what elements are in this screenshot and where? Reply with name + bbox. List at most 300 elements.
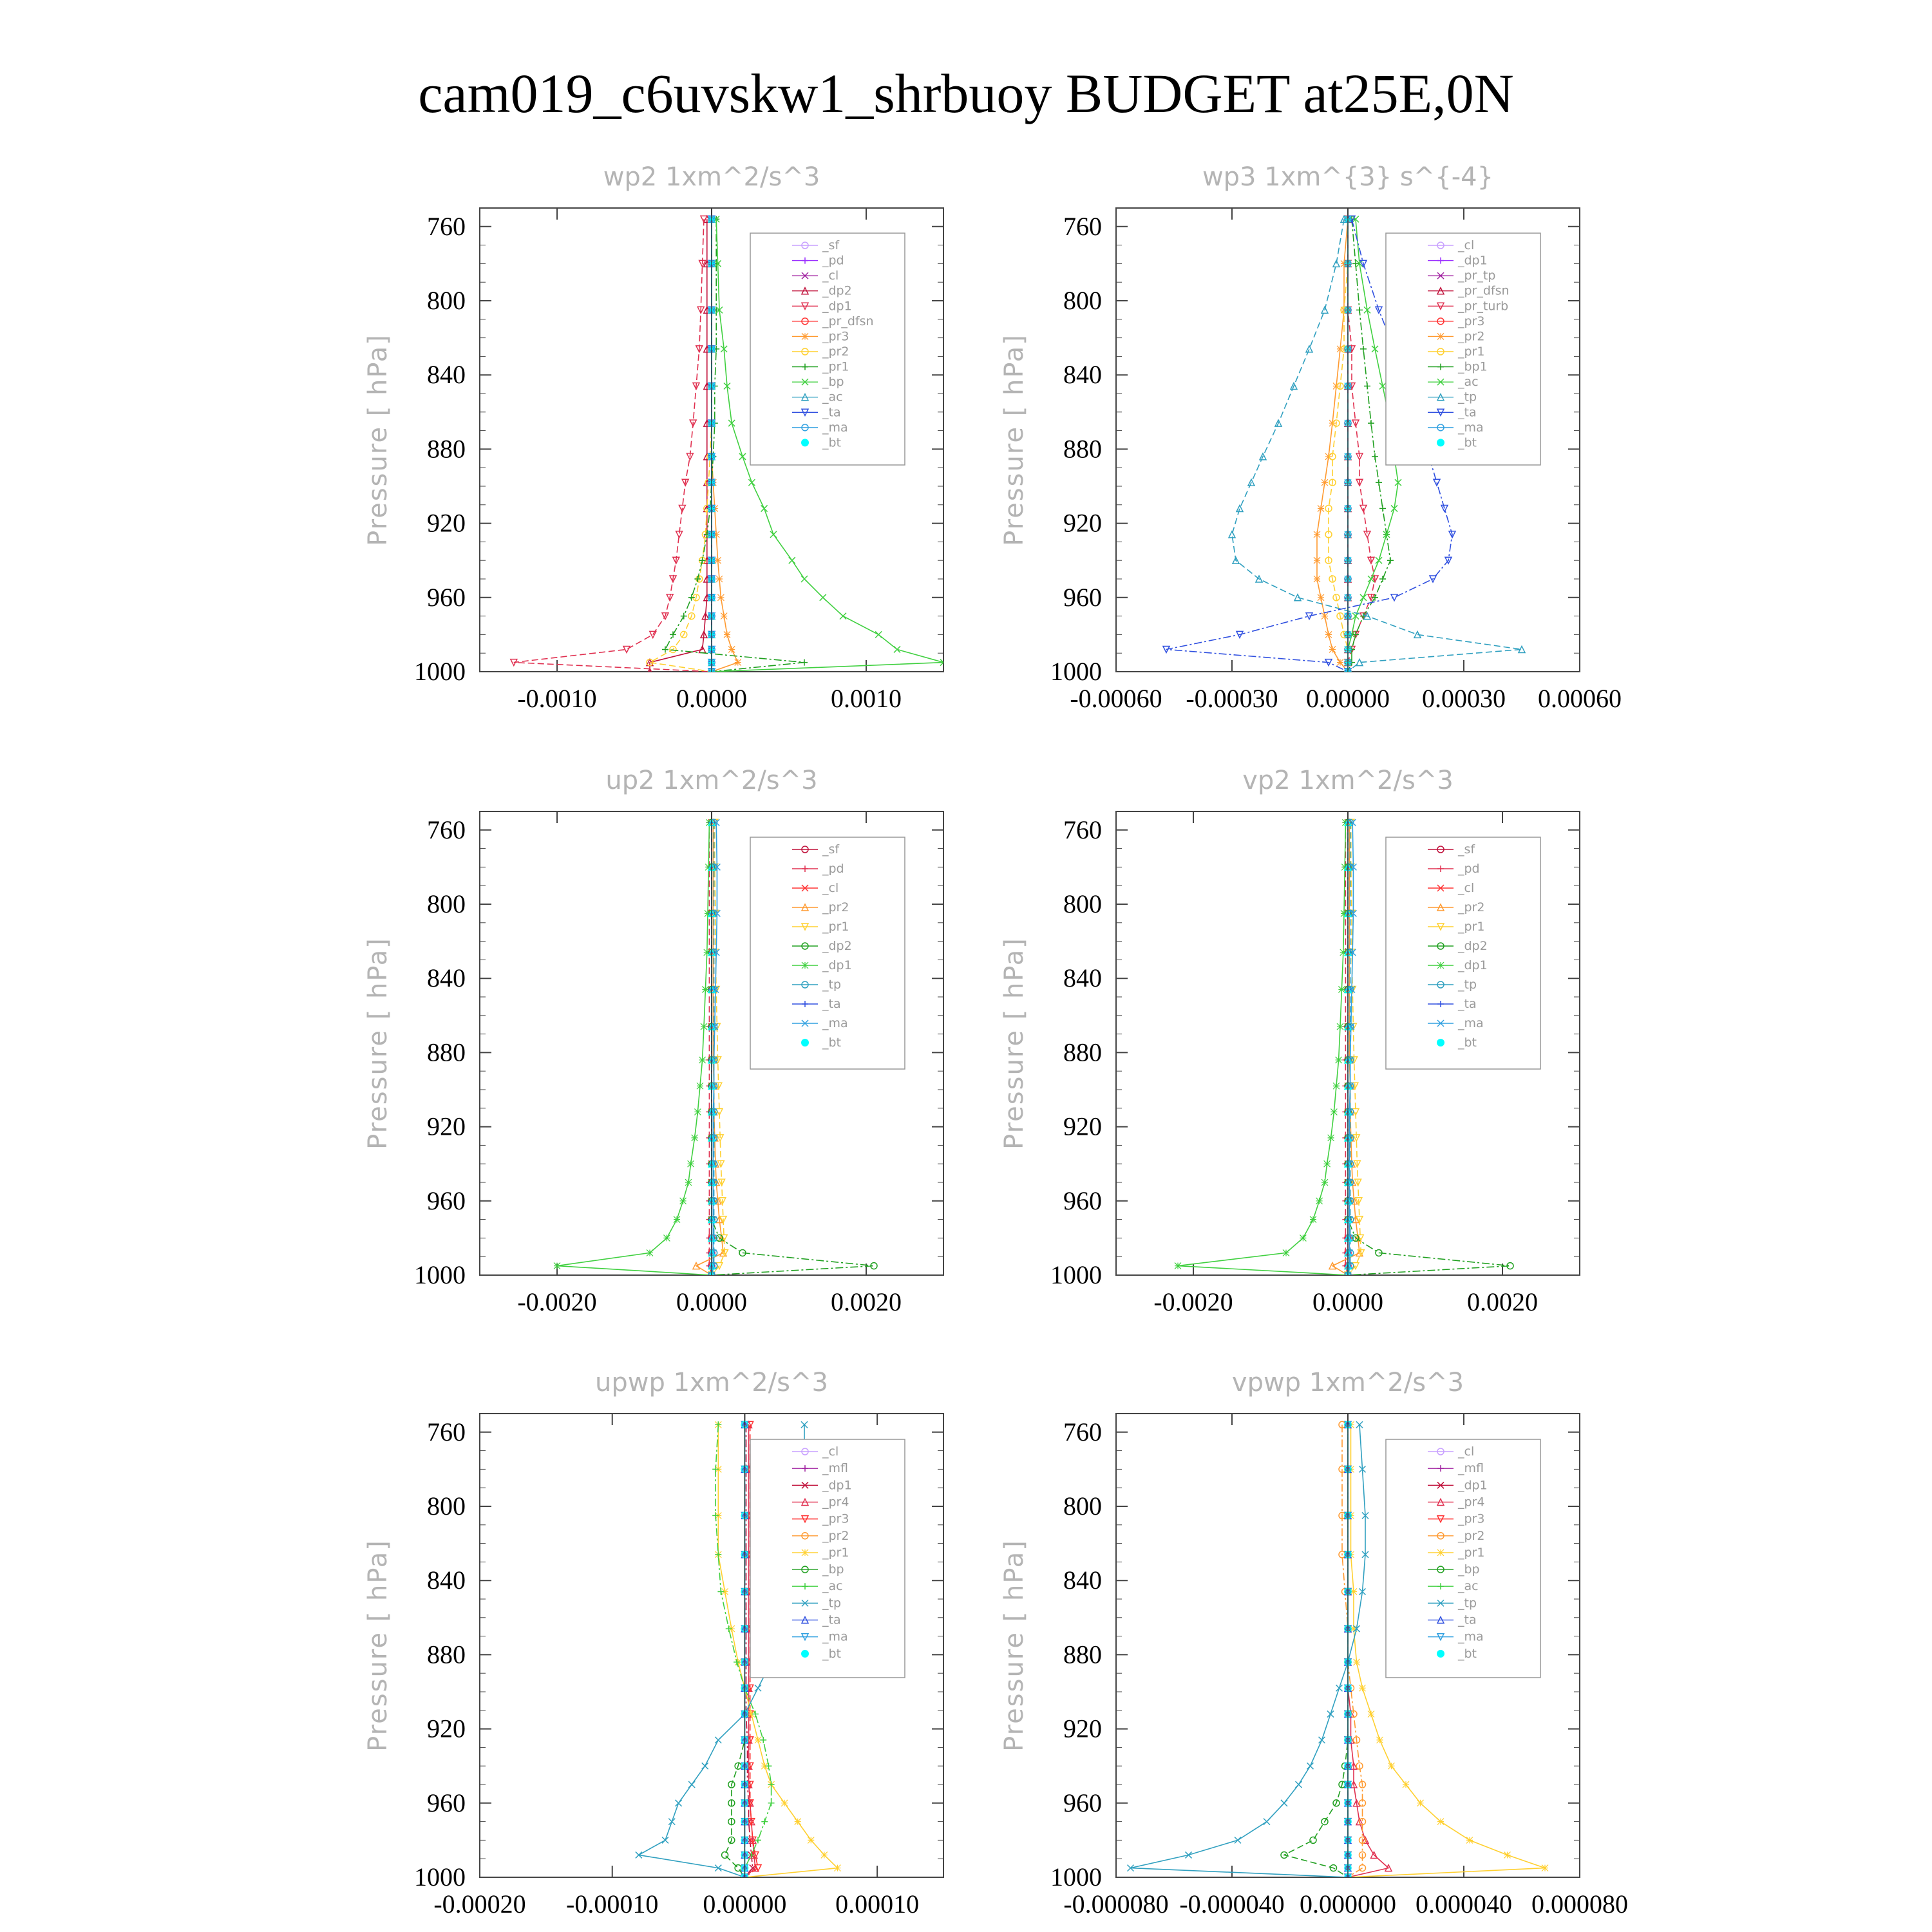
- series-line-bp: [1284, 1425, 1348, 1877]
- legend-label: _cl: [822, 269, 839, 283]
- data-point: [789, 557, 795, 564]
- data-point: [697, 1083, 703, 1089]
- legend-marker: [802, 962, 808, 969]
- x-tick-label: 0.0000: [676, 1287, 747, 1316]
- data-point: [694, 1109, 701, 1115]
- panel-title: wp2 1xm^2/s^3: [603, 162, 820, 192]
- y-axis-label: Pressure [ hPa]: [999, 334, 1029, 546]
- data-point: [1321, 479, 1328, 486]
- legend: [1386, 837, 1540, 1069]
- data-point: [674, 1217, 680, 1223]
- data-point: [1175, 1263, 1181, 1269]
- legend: [1386, 233, 1540, 465]
- legend-marker: [1437, 1650, 1444, 1658]
- y-tick-label: 880: [1063, 434, 1102, 464]
- y-tick-label: 880: [427, 1037, 466, 1067]
- y-axis-label: Pressure [ hPa]: [363, 334, 393, 546]
- legend-marker: [1437, 962, 1444, 969]
- y-tick-label: 920: [427, 1112, 466, 1141]
- legend-label: _pr1: [822, 1545, 849, 1560]
- legend-marker: [1437, 1039, 1444, 1046]
- x-tick-label: -0.0020: [517, 1287, 597, 1316]
- y-axis-label: Pressure [ hPa]: [363, 937, 393, 1150]
- y-tick-label: 960: [427, 582, 466, 612]
- x-tick-label: -0.00020: [433, 1889, 526, 1918]
- x-tick-label: -0.00030: [1186, 684, 1278, 713]
- data-point: [716, 576, 723, 582]
- legend-label: _ac: [1458, 1579, 1479, 1594]
- legend-label: _ta: [1458, 405, 1477, 420]
- series-line-dp1: [1178, 822, 1348, 1275]
- data-point: [554, 1263, 560, 1269]
- data-point: [770, 531, 777, 538]
- data-point: [1417, 1800, 1424, 1806]
- x-tick-label: 0.000000: [1300, 1889, 1396, 1918]
- data-point: [1283, 1249, 1289, 1256]
- data-point: [1325, 631, 1332, 638]
- legend-label: _pr3: [1458, 1511, 1485, 1526]
- data-point: [1300, 1235, 1306, 1241]
- panel-vp2: [999, 766, 1580, 1316]
- data-point: [1359, 1685, 1366, 1691]
- y-tick-label: 840: [427, 1566, 466, 1595]
- data-point: [1264, 1819, 1270, 1825]
- legend-label: _cl: [1458, 881, 1475, 895]
- data-point: [808, 1837, 814, 1843]
- y-tick-label: 760: [427, 815, 466, 844]
- legend-marker: [802, 1549, 808, 1556]
- legend-label: _pd: [1458, 862, 1480, 876]
- legend-label: _bp1: [1458, 359, 1488, 374]
- data-point: [685, 1179, 692, 1186]
- legend-label: _tp: [1458, 390, 1477, 404]
- data-point: [1319, 1737, 1325, 1743]
- data-point: [1364, 383, 1370, 389]
- data-point: [795, 1819, 801, 1825]
- data-point: [1314, 576, 1320, 582]
- data-point: [768, 1800, 775, 1806]
- legend-label: _ac: [822, 390, 843, 404]
- series-line-pr1: [1329, 219, 1348, 672]
- x-tick-label: 0.0000: [1312, 1287, 1383, 1316]
- y-tick-label: 800: [427, 286, 466, 315]
- legend-label: _mfl: [822, 1461, 848, 1476]
- series-line-tp: [1131, 1425, 1366, 1877]
- data-point: [681, 613, 687, 620]
- panel-up2: [363, 766, 943, 1316]
- legend: [750, 233, 905, 465]
- y-tick-label: 840: [427, 963, 466, 993]
- data-point: [680, 1198, 687, 1204]
- y-tick-label: 840: [427, 360, 466, 390]
- legend-label: _pr1: [822, 920, 849, 934]
- data-point: [1388, 1763, 1395, 1769]
- legend-label: _dp1: [1458, 253, 1488, 268]
- data-point: [1327, 1711, 1334, 1718]
- series-line-dp1: [514, 219, 712, 672]
- data-point: [760, 1737, 766, 1743]
- data-point: [1321, 1179, 1328, 1186]
- data-point: [724, 631, 730, 638]
- y-axis-label: Pressure [ hPa]: [999, 1539, 1029, 1752]
- data-point: [728, 646, 735, 652]
- data-point: [1403, 1781, 1409, 1788]
- y-tick-label: 880: [1063, 1640, 1102, 1669]
- series-line-dp2: [650, 219, 707, 672]
- panel-wp3: [999, 162, 1622, 713]
- data-point: [1314, 531, 1320, 538]
- legend-marker: [801, 1039, 809, 1046]
- legend: [750, 837, 905, 1069]
- data-point: [1372, 594, 1378, 601]
- data-point: [1321, 613, 1328, 620]
- data-point: [755, 1685, 761, 1691]
- legend-label: _dp2: [1458, 939, 1488, 953]
- data-point: [1329, 646, 1336, 652]
- data-point: [1379, 576, 1386, 582]
- legend-label: _dp1: [1458, 958, 1488, 972]
- legend: [750, 1439, 905, 1678]
- panel-vpwp: [999, 1368, 1628, 1918]
- data-point: [1316, 1198, 1323, 1204]
- legend-label: _dp1: [1458, 1478, 1488, 1493]
- data-point: [894, 646, 900, 652]
- y-tick-label: 760: [1063, 1417, 1102, 1446]
- y-tick-label: 800: [427, 1492, 466, 1520]
- y-tick-label: 800: [1063, 889, 1102, 918]
- y-tick-label: 840: [1063, 360, 1102, 390]
- legend-label: _ma: [1458, 1629, 1484, 1644]
- y-tick-label: 800: [1063, 1492, 1102, 1520]
- data-point: [1310, 1217, 1316, 1223]
- data-point: [1307, 1763, 1314, 1769]
- data-point: [1318, 594, 1324, 601]
- data-point: [722, 1852, 728, 1858]
- y-axis-label: Pressure [ hPa]: [363, 1539, 393, 1752]
- legend-label: _tp: [822, 1596, 842, 1611]
- legend-label: _pr1: [1458, 345, 1485, 359]
- data-point: [1333, 260, 1340, 267]
- legend-label: _ac: [1458, 375, 1479, 390]
- data-point: [735, 659, 741, 666]
- legend-label: _pd: [822, 253, 844, 268]
- data-point: [1333, 1083, 1340, 1089]
- y-tick-label: 920: [1063, 1714, 1102, 1743]
- data-point: [1336, 1685, 1343, 1691]
- data-point: [739, 453, 746, 460]
- y-tick-label: 920: [427, 1714, 466, 1743]
- legend-label: _pr3: [822, 1511, 849, 1526]
- data-point: [1379, 506, 1386, 512]
- legend-label: _dp2: [822, 939, 852, 953]
- panel-title: up2 1xm^2/s^3: [605, 766, 818, 795]
- y-tick-label: 1000: [1050, 1862, 1102, 1891]
- legend-label: _bp: [822, 1562, 844, 1577]
- legend-label: _pr4: [822, 1495, 849, 1510]
- data-point: [781, 1800, 788, 1806]
- x-tick-label: 0.0000: [676, 684, 747, 713]
- data-point: [1377, 1737, 1383, 1743]
- y-axis-label: Pressure [ hPa]: [999, 937, 1029, 1150]
- x-tick-label: 0.0020: [1467, 1287, 1538, 1316]
- y-tick-label: 800: [427, 889, 466, 918]
- series-line-pr2: [1342, 1425, 1363, 1877]
- legend-label: _dp1: [822, 1478, 852, 1493]
- data-point: [717, 594, 724, 601]
- x-tick-label: 0.0010: [831, 684, 902, 713]
- data-point: [1236, 506, 1243, 512]
- y-tick-label: 760: [427, 211, 466, 241]
- legend-label: _dp1: [822, 958, 852, 972]
- data-point: [1331, 1109, 1337, 1115]
- x-tick-label: -0.0010: [517, 684, 597, 713]
- legend-label: _cl: [1458, 238, 1475, 252]
- data-point: [1360, 346, 1367, 352]
- data-point: [1437, 1819, 1444, 1825]
- data-point: [875, 631, 882, 638]
- data-point: [1337, 659, 1343, 666]
- legend-label: _pd: [822, 862, 844, 876]
- data-point: [701, 216, 707, 222]
- legend-label: _cl: [1458, 1444, 1475, 1459]
- x-tick-label: 0.00000: [703, 1889, 787, 1918]
- legend-label: _pr_tp: [1458, 269, 1496, 283]
- data-point: [1504, 1852, 1511, 1858]
- legend-label: _pr3: [822, 329, 849, 344]
- x-tick-label: 0.0020: [831, 1287, 902, 1316]
- data-point: [1368, 420, 1374, 426]
- legend-label: _sf: [1458, 842, 1475, 857]
- x-tick-label: -0.00060: [1070, 684, 1162, 713]
- y-tick-label: 760: [1063, 211, 1102, 241]
- data-point: [663, 1235, 670, 1241]
- series-line-bp1: [1348, 219, 1390, 672]
- series-line-pr3: [712, 219, 738, 672]
- legend-label: _pr_dfsn: [1458, 283, 1510, 298]
- legend-label: _pr1: [1458, 920, 1485, 934]
- legend-label: _pr3: [1458, 314, 1485, 328]
- legend-label: _pr2: [1458, 329, 1485, 344]
- data-point: [662, 646, 668, 652]
- data-point: [702, 1763, 708, 1769]
- legend-label: _ta: [1458, 997, 1477, 1011]
- data-point: [1281, 1800, 1287, 1806]
- data-point: [1318, 506, 1324, 512]
- legend-marker: [801, 439, 809, 446]
- data-point: [1356, 307, 1363, 313]
- legend-label: _bp: [1458, 1562, 1480, 1577]
- legend-label: _pr1: [822, 359, 849, 374]
- panel-title: upwp 1xm^2/s^3: [595, 1368, 828, 1397]
- data-point: [840, 613, 846, 620]
- data-point: [821, 1852, 828, 1858]
- data-point: [647, 1249, 653, 1256]
- legend-label: _tp: [1458, 978, 1477, 992]
- legend-label: _pr4: [1458, 1495, 1485, 1510]
- series-line-pr4: [1348, 1425, 1388, 1877]
- y-tick-label: 880: [427, 434, 466, 464]
- y-tick-label: 960: [427, 1788, 466, 1817]
- legend-label: _cl: [822, 1444, 839, 1459]
- figure-title: cam019_c6uvskw1_shrbuoy BUDGET at25E,0N: [418, 62, 1514, 124]
- panel-title: wp3 1xm^{3} s^{-4}: [1202, 162, 1494, 192]
- data-point: [801, 659, 808, 666]
- x-tick-label: -0.000040: [1179, 1889, 1285, 1918]
- data-point: [1360, 594, 1367, 601]
- legend-label: _ma: [822, 420, 848, 435]
- y-tick-label: 1000: [414, 657, 466, 686]
- legend-label: _bt: [1458, 1036, 1477, 1050]
- data-point: [1368, 1711, 1374, 1718]
- y-tick-label: 920: [1063, 1112, 1102, 1141]
- legend-label: _ac: [822, 1579, 843, 1594]
- data-point: [715, 557, 721, 564]
- data-point: [721, 613, 727, 620]
- legend-label: _ta: [1458, 1613, 1477, 1627]
- y-tick-label: 760: [1063, 815, 1102, 844]
- data-point: [1542, 1865, 1548, 1871]
- legend-label: _tp: [1458, 1596, 1477, 1611]
- data-point: [688, 1160, 694, 1167]
- legend-label: _dp1: [822, 299, 852, 314]
- data-point: [701, 1023, 707, 1030]
- y-tick-label: 800: [1063, 286, 1102, 315]
- data-point: [670, 631, 676, 638]
- data-point: [834, 1865, 840, 1871]
- data-point: [1376, 557, 1382, 564]
- x-tick-label: 0.000080: [1531, 1889, 1628, 1918]
- data-point: [668, 1819, 675, 1825]
- legend-label: _bt: [822, 1036, 842, 1050]
- data-point: [1306, 346, 1312, 352]
- legend-label: _pr2: [822, 345, 849, 359]
- x-tick-label: 0.00030: [1422, 684, 1506, 713]
- data-point: [1296, 1781, 1302, 1788]
- legend-label: _ta: [822, 1613, 841, 1627]
- y-tick-label: 920: [427, 508, 466, 538]
- data-point: [699, 1057, 706, 1063]
- data-point: [748, 479, 755, 486]
- legend-marker: [1437, 333, 1444, 339]
- data-point: [1324, 1160, 1331, 1167]
- data-point: [676, 1800, 682, 1806]
- x-tick-label: -0.00010: [566, 1889, 659, 1918]
- legend-marker: [801, 1650, 809, 1658]
- data-point: [1338, 986, 1345, 992]
- legend-label: _mfl: [1458, 1461, 1484, 1476]
- legend-label: _bt: [822, 1646, 842, 1661]
- y-tick-label: 1000: [1050, 657, 1102, 686]
- legend-label: _tp: [822, 978, 842, 992]
- legend-label: _ta: [822, 997, 841, 1011]
- y-tick-label: 840: [1063, 963, 1102, 993]
- series-line-bp: [725, 1425, 745, 1877]
- y-tick-label: 880: [1063, 1037, 1102, 1067]
- y-tick-label: 1000: [1050, 1260, 1102, 1289]
- panel-wp2: [363, 162, 947, 713]
- legend-label: _pr2: [1458, 900, 1485, 914]
- legend-label: _cl: [822, 881, 839, 895]
- legend-label: _dp2: [822, 283, 852, 298]
- data-point: [761, 1819, 768, 1825]
- y-tick-label: 1000: [414, 1862, 466, 1891]
- legend-label: _ma: [822, 1629, 848, 1644]
- x-tick-label: -0.0020: [1153, 1287, 1233, 1316]
- data-point: [1336, 1057, 1342, 1063]
- legend-marker: [1437, 439, 1444, 446]
- x-tick-label: 0.00060: [1538, 684, 1622, 713]
- y-tick-label: 760: [427, 1417, 466, 1446]
- legend: [1386, 1439, 1540, 1678]
- legend-label: _pr2: [822, 900, 849, 914]
- legend-label: _pr2: [822, 1528, 849, 1543]
- legend-label: _pr_turb: [1458, 299, 1509, 314]
- data-point: [1337, 1023, 1343, 1030]
- data-point: [820, 594, 826, 601]
- data-point: [1310, 1837, 1316, 1843]
- legend-label: _bt: [822, 435, 842, 450]
- x-tick-label: 0.00000: [1306, 684, 1390, 713]
- legend-marker: [1437, 1549, 1444, 1556]
- x-tick-label: 0.000040: [1416, 1889, 1512, 1918]
- data-point: [1235, 1837, 1241, 1843]
- panel-upwp: [363, 1368, 943, 1918]
- data-point: [702, 986, 708, 992]
- data-point: [1314, 557, 1320, 564]
- legend-label: _bt: [1458, 435, 1477, 450]
- legend-label: _ma: [1458, 1016, 1484, 1030]
- data-point: [1372, 453, 1378, 460]
- panel-title: vp2 1xm^2/s^3: [1242, 766, 1454, 795]
- y-tick-label: 840: [1063, 1566, 1102, 1595]
- legend-label: _sf: [822, 238, 840, 252]
- legend-label: _bp: [822, 375, 844, 390]
- data-point: [1387, 557, 1394, 564]
- data-point: [1328, 1135, 1334, 1141]
- x-tick-label: 0.00010: [835, 1889, 920, 1918]
- data-point: [662, 1837, 668, 1843]
- y-tick-label: 960: [1063, 1788, 1102, 1817]
- data-point: [688, 1781, 695, 1788]
- series-line-dp1: [557, 822, 712, 1275]
- panel-title: vpwp 1xm^2/s^3: [1231, 1368, 1464, 1397]
- data-point: [1466, 1837, 1473, 1843]
- legend-label: _pr1: [1458, 1545, 1485, 1560]
- legend-label: _pr_dfsn: [822, 314, 874, 328]
- series-line-pr2: [650, 219, 712, 672]
- legend-label: _pr2: [1458, 1528, 1485, 1543]
- data-point: [692, 1135, 698, 1141]
- y-tick-label: 960: [1063, 582, 1102, 612]
- data-point: [735, 1865, 741, 1871]
- data-point: [1441, 506, 1448, 512]
- y-tick-label: 960: [427, 1186, 466, 1215]
- legend-label: _bt: [1458, 1646, 1477, 1661]
- legend-label: _ma: [822, 1016, 848, 1030]
- y-tick-label: 960: [1063, 1186, 1102, 1215]
- y-tick-label: 920: [1063, 508, 1102, 538]
- data-point: [715, 1737, 721, 1743]
- legend-label: _ta: [822, 405, 841, 420]
- y-tick-label: 1000: [414, 1260, 466, 1289]
- legend-label: _sf: [822, 842, 840, 857]
- legend-marker: [802, 333, 808, 339]
- legend-label: _ma: [1458, 420, 1484, 435]
- data-point: [761, 506, 768, 512]
- y-tick-label: 880: [427, 1640, 466, 1669]
- data-point: [1354, 1659, 1360, 1665]
- data-point: [801, 576, 808, 582]
